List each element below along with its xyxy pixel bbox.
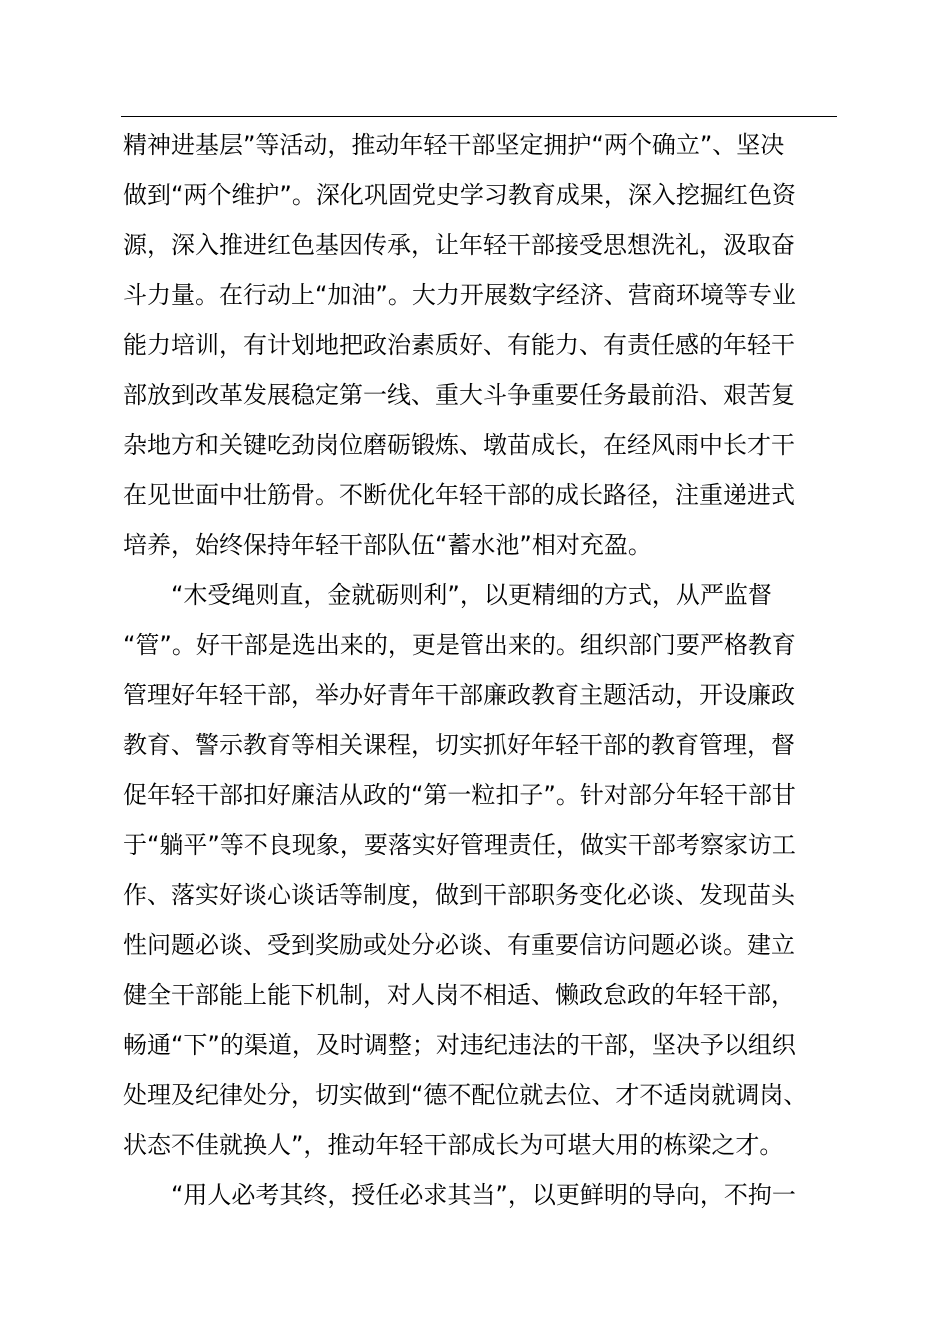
paragraph-line: 于“躺平”等不良现象，要落实好管理责任，做实干部考察家访工: [123, 831, 796, 859]
paragraph-line: 状态不佳就换人”，推动年轻干部成长为可堪大用的栋梁之才。: [123, 1131, 784, 1159]
paragraph-line: 培养，始终保持年轻干部队伍“蓄水池”相对充盈。: [123, 531, 652, 559]
paragraph-line: 杂地方和关键吃劲岗位磨砺锻炼、墩苗成长，在经风雨中长才干: [123, 431, 795, 459]
paragraph-line: 畅通“下”的渠道，及时调整；对违纪违法的干部，坚决予以组织: [123, 1031, 796, 1059]
paragraph-line: 源，深入推进红色基因传承，让年轻干部接受思想洗礼，汲取奋: [123, 231, 795, 259]
paragraph-first-line: “木受绳则直，金就砺则利”，以更精细的方式，从严监督: [171, 581, 772, 609]
paragraph-line: “管”。好干部是选出来的，更是管出来的。组织部门要严格教育: [123, 631, 796, 659]
paragraph-line: 教育、警示教育等相关课程，切实抓好年轻干部的教育管理，督: [123, 731, 795, 759]
paragraph-line: 促年轻干部扣好廉洁从政的“第一粒扣子”。针对部分年轻干部甘: [123, 781, 796, 809]
paragraph-line: 能力培训，有计划地把政治素质好、有能力、有责任感的年轻干: [123, 331, 795, 359]
paragraph-line: 性问题必谈、受到奖励或处分必谈、有重要信访问题必谈。建立: [123, 931, 795, 959]
paragraph-line: 斗力量。在行动上“加油”。大力开展数字经济、营商环境等专业: [123, 281, 796, 309]
paragraph-line: 部放到改革发展稳定第一线、重大斗争重要任务最前沿、艰苦复: [123, 381, 795, 409]
paragraph-line: 处理及纪律处分，切实做到“德不配位就去位、才不适岗就调岗、: [123, 1081, 808, 1109]
paragraph-line: 健全干部能上能下机制，对人岗不相适、懒政怠政的年轻干部，: [123, 981, 795, 1009]
paragraph-line: 精神进基层”等活动，推动年轻干部坚定拥护“两个确立”、坚决: [123, 131, 785, 159]
paragraph-line: 在见世面中壮筋骨。不断优化年轻干部的成长路径，注重递进式: [123, 481, 795, 509]
paragraph-line: 做到“两个维护”。深化巩固党史学习教育成果，深入挖掘红色资: [123, 181, 796, 209]
paragraph-first-line: “用人必考其终，授任必求其当”，以更鲜明的导向，不拘一: [171, 1181, 796, 1209]
article-body: [123, 120, 843, 1220]
header-rule: [121, 116, 837, 117]
paragraph-line: 作、落实好谈心谈话等制度，做到干部职务变化必谈、发现苗头: [123, 881, 795, 909]
paragraph-line: 管理好年轻干部，举办好青年干部廉政教育主题活动，开设廉政: [123, 681, 795, 709]
